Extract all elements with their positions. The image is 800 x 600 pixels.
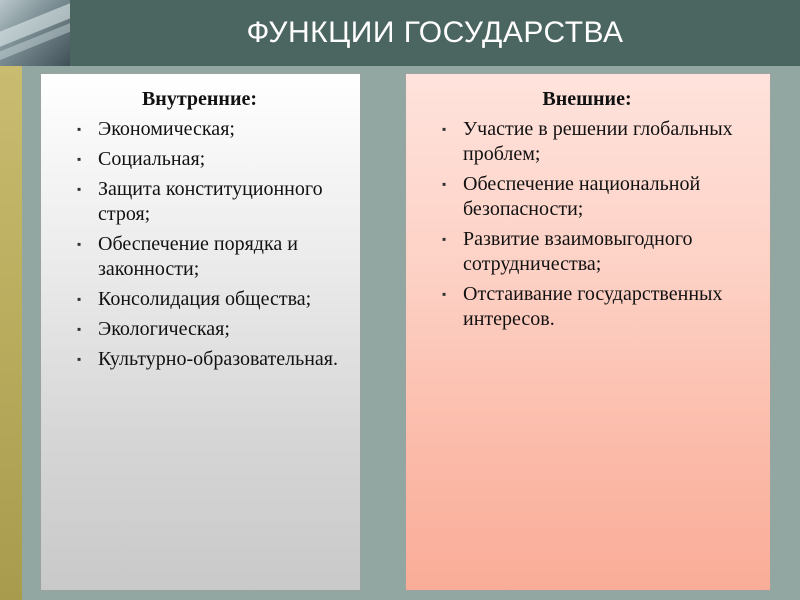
bullet-icon: ▪ [77, 122, 82, 136]
list-item-text: Обеспечение национальной безопасности; [463, 173, 701, 220]
list-item [77, 347, 342, 372]
internal-functions-list [77, 117, 342, 372]
external-functions-panel [405, 73, 771, 591]
corner-decorative-image [0, 0, 70, 66]
bullet-icon: ▪ [77, 292, 82, 306]
bullet-icon: ▪ [442, 232, 447, 246]
list-item-text: Развитие взаимовыгодного сотрудничества; [463, 228, 693, 275]
list-item [77, 317, 342, 342]
bullet-icon: ▪ [77, 182, 82, 196]
external-functions-list [442, 117, 752, 332]
list-item-text: Консолидация общества; [98, 288, 312, 310]
list-item [442, 227, 752, 277]
list-item [77, 177, 342, 227]
list-item-text: Экологическая; [98, 318, 230, 340]
bullet-icon: ▪ [77, 237, 82, 251]
list-item [77, 232, 342, 282]
list-item [77, 147, 342, 172]
list-item-text: Культурно-образовательная. [98, 348, 339, 370]
list-item [442, 282, 752, 332]
bullet-icon: ▪ [442, 122, 447, 136]
internal-functions-panel [40, 73, 361, 591]
bullet-icon: ▪ [77, 352, 82, 366]
list-item [77, 287, 342, 312]
list-item-text: Социальная; [98, 148, 206, 170]
slide-title: ФУНКЦИИ ГОСУДАРСТВА [246, 16, 624, 49]
list-item-text: Защита конституционного строя; [98, 178, 323, 225]
list-item-text: Участие в решении глобальных проблем; [463, 118, 733, 165]
internal-functions-heading: Внутренние: [141, 88, 258, 110]
external-functions-heading: Внешние: [542, 88, 632, 110]
list-item-text: Экономическая; [98, 118, 235, 140]
list-item-text: Обеспечение порядка и законности; [98, 233, 298, 280]
decorative-left-strip [0, 0, 22, 600]
list-item [77, 117, 342, 142]
list-item-text: Отстаивание государственных интересов. [463, 283, 723, 330]
bullet-icon: ▪ [77, 322, 82, 336]
bullet-icon: ▪ [77, 152, 82, 166]
list-item [442, 172, 752, 222]
bullet-icon: ▪ [442, 287, 447, 301]
bullet-icon: ▪ [442, 177, 447, 191]
list-item [442, 117, 752, 167]
slide-header [70, 0, 800, 66]
